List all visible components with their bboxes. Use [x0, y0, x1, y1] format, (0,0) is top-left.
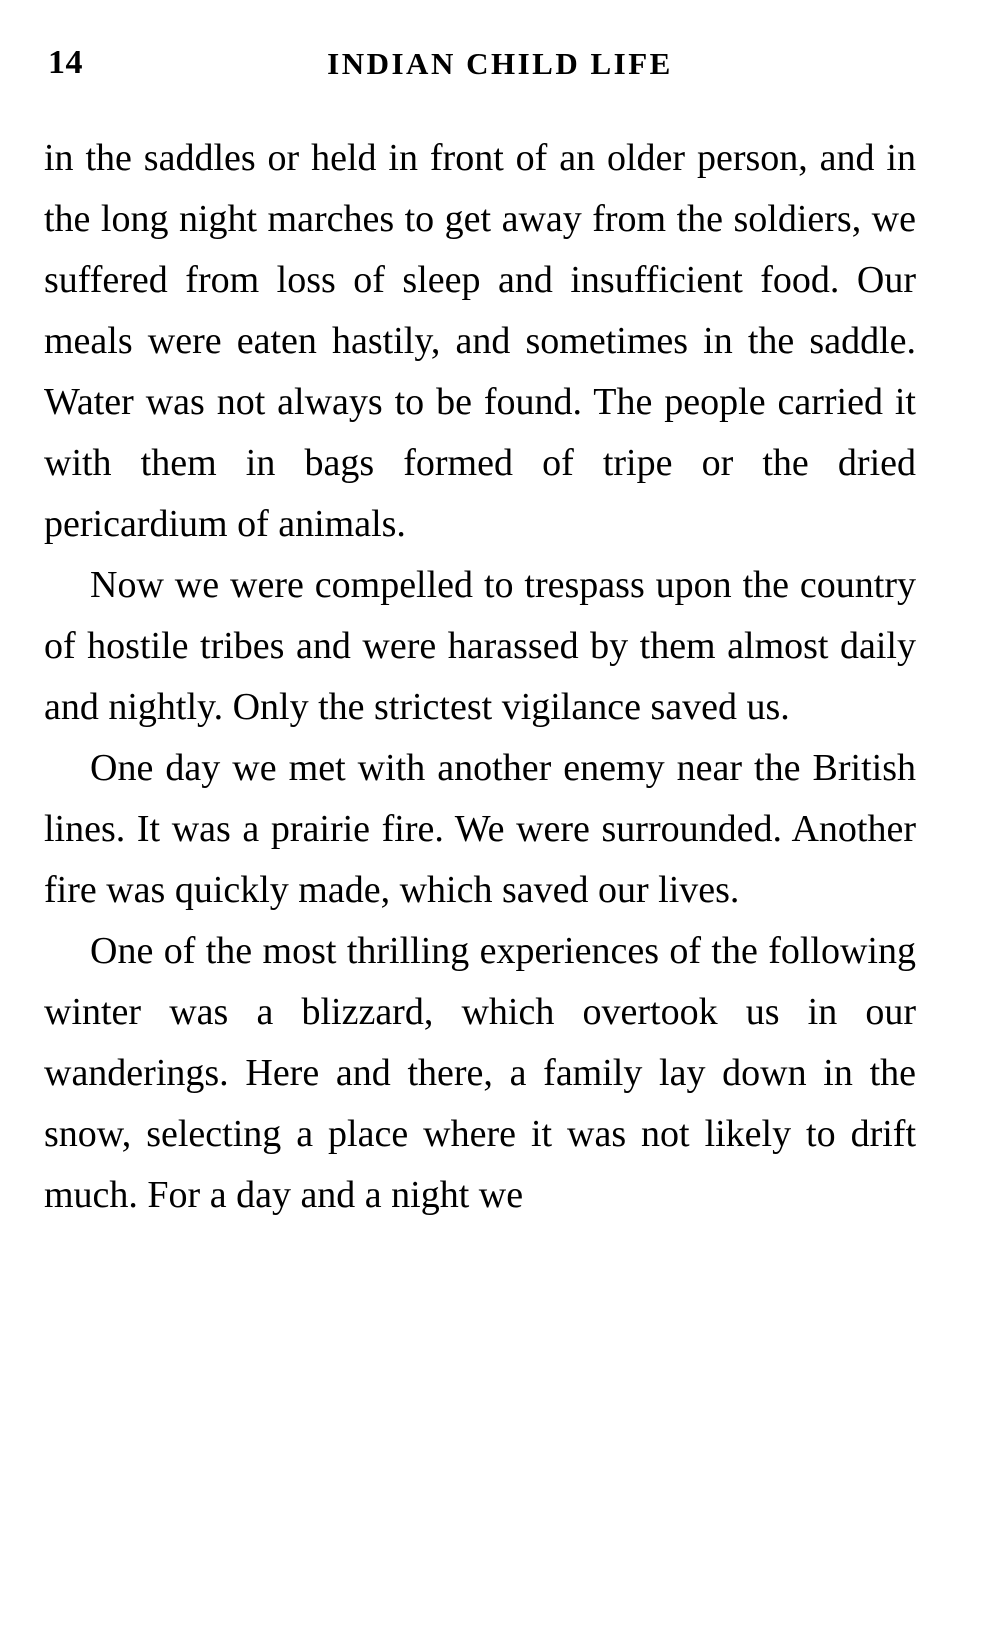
paragraph: Now we were compelled to trespass upon the country of hostile tribes and were harassed by them almost daily and nightly. Only the strictest vigilance saved us.: [44, 564, 916, 728]
running-title: INDIAN CHILD LIFE: [327, 46, 673, 81]
page-number: 14: [48, 44, 83, 81]
page-header: [0, 44, 1000, 94]
page-body: [44, 128, 916, 1226]
paragraph: One of the most thrilling experiences of the following winter was a blizzard, which overtook us in our wanderings. Here and there, a family lay down in the snow, selecting a place where it was not likely to drift much. For a day and a night we: [44, 930, 916, 1216]
paragraph: One day we met with another enemy near the British lines. It was a prairie fire. We were surrounded. Another fire was quickly made, which saved our lives.: [44, 747, 916, 911]
paragraph: in the saddles or held in front of an older person, and in the long night marches to get away from the soldiers, we suffered from loss of sleep and insufficient food. Our meals were eaten hastily, and sometimes in the saddle. Water was not always to be found. The people carried it with them in bags formed of tripe or the dried pericardium of animals.: [44, 137, 916, 545]
